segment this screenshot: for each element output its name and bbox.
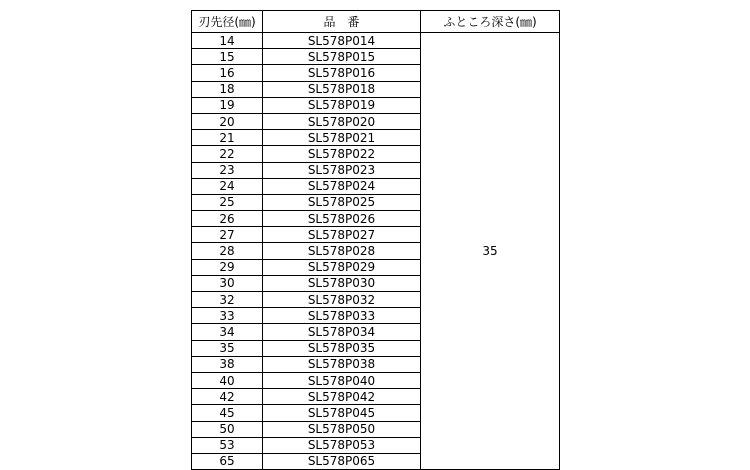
cell-part-number: SL578P032: [263, 292, 421, 308]
table-body: [192, 33, 560, 470]
table-row: [192, 33, 560, 49]
cell-diameter: 19: [192, 97, 263, 113]
cell-diameter: 33: [192, 308, 263, 324]
cell-diameter: 65: [192, 453, 263, 469]
cell-diameter: 38: [192, 356, 263, 372]
cell-diameter: 35: [192, 340, 263, 356]
header-row: [192, 11, 560, 33]
cell-part-number: SL578P026: [263, 211, 421, 227]
cell-part-number: SL578P040: [263, 372, 421, 388]
cell-part-number: SL578P034: [263, 324, 421, 340]
cell-part-number: SL578P022: [263, 146, 421, 162]
cell-diameter: 24: [192, 178, 263, 194]
cell-diameter: 50: [192, 421, 263, 437]
cell-diameter: 26: [192, 211, 263, 227]
cell-part-number: SL578P014: [263, 33, 421, 49]
cell-part-number: SL578P016: [263, 65, 421, 81]
cell-part-number: SL578P033: [263, 308, 421, 324]
cell-part-number: SL578P028: [263, 243, 421, 259]
cell-depth: 35: [421, 33, 560, 470]
cell-diameter: 32: [192, 292, 263, 308]
cell-part-number: SL578P050: [263, 421, 421, 437]
cell-diameter: 53: [192, 437, 263, 453]
cell-diameter: 34: [192, 324, 263, 340]
cell-part-number: SL578P042: [263, 389, 421, 405]
cell-part-number: SL578P027: [263, 227, 421, 243]
cell-diameter: 23: [192, 162, 263, 178]
cell-diameter: 42: [192, 389, 263, 405]
cell-part-number: SL578P045: [263, 405, 421, 421]
cell-diameter: 14: [192, 33, 263, 49]
cell-diameter: 45: [192, 405, 263, 421]
cell-diameter: 25: [192, 194, 263, 210]
cell-part-number: SL578P023: [263, 162, 421, 178]
cell-diameter: 16: [192, 65, 263, 81]
cell-part-number: SL578P015: [263, 49, 421, 65]
cell-part-number: SL578P021: [263, 130, 421, 146]
header-depth: ふところ深さ(㎜): [421, 11, 560, 33]
cell-part-number: SL578P024: [263, 178, 421, 194]
cell-diameter: 27: [192, 227, 263, 243]
cell-part-number: SL578P038: [263, 356, 421, 372]
cell-diameter: 30: [192, 275, 263, 291]
cell-part-number: SL578P030: [263, 275, 421, 291]
cell-diameter: 20: [192, 113, 263, 129]
cell-diameter: 15: [192, 49, 263, 65]
cell-part-number: SL578P019: [263, 97, 421, 113]
cell-part-number: SL578P029: [263, 259, 421, 275]
cell-diameter: 29: [192, 259, 263, 275]
spec-table: [191, 10, 560, 470]
cell-part-number: SL578P025: [263, 194, 421, 210]
cell-diameter: 28: [192, 243, 263, 259]
header-diameter: 刃先径(㎜): [192, 11, 263, 33]
cell-diameter: 22: [192, 146, 263, 162]
header-part-number: 品 番: [263, 11, 421, 33]
cell-part-number: SL578P018: [263, 81, 421, 97]
cell-part-number: SL578P035: [263, 340, 421, 356]
cell-diameter: 18: [192, 81, 263, 97]
cell-part-number: SL578P065: [263, 453, 421, 469]
cell-diameter: 21: [192, 130, 263, 146]
cell-part-number: SL578P053: [263, 437, 421, 453]
cell-part-number: SL578P020: [263, 113, 421, 129]
cell-diameter: 40: [192, 372, 263, 388]
